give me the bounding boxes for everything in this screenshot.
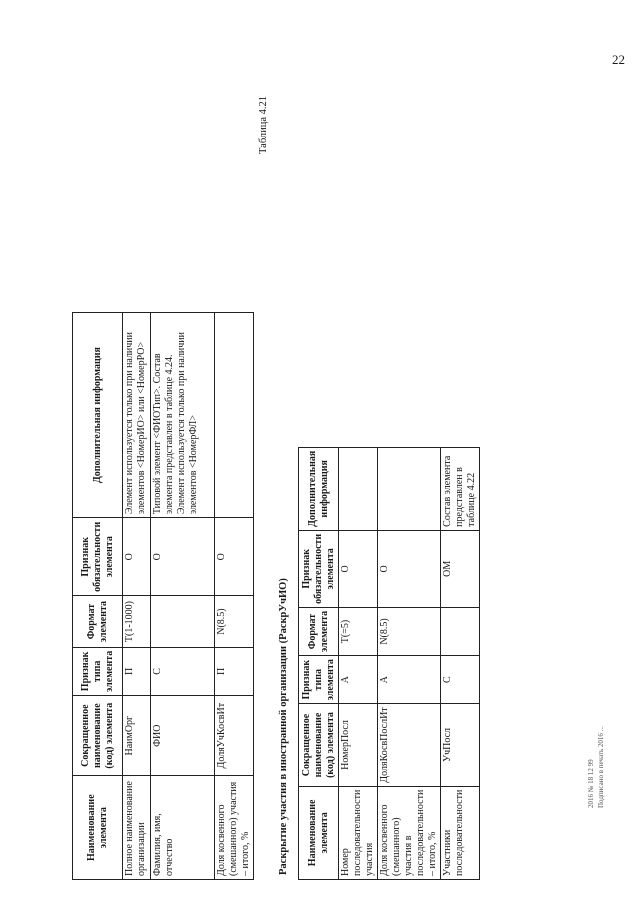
table-cell: Типовой элемент <ФИОТип>. Состав элемента представлен в таблице 4.24. Элемент используется только при наличии элементов <НомерФЛ> [151,313,215,518]
table-cell: С [441,656,480,704]
table-header-row [299,447,339,879]
table-cell: О [123,518,151,596]
table-cell: T(=5) [339,607,378,655]
table-cell: УчПосл [441,704,480,786]
table-cell: T(1-1000) [123,596,151,647]
column-header: Дополнительная информация [73,313,123,518]
table-cell [215,313,254,518]
footer-line: Подписано в печать 2016 ... [597,726,605,808]
table-cell: Элемент используется только при наличии элементов <НомерИО> или <НомерРО> [123,313,151,518]
column-header: Сокращенное наименование (код) элемента [73,695,123,775]
table-cell [378,447,441,530]
footer-line: 2016 № 18 12 99 [587,759,595,808]
table-cell [151,596,215,647]
table-cell: П [123,647,151,695]
column-header: Признак обязательности элемента [73,518,123,596]
table-row [123,313,151,880]
table-label: Таблица 4.21 [258,95,269,154]
table-cell: Доля косвенного (смешанного) участия в последовательности – итого, % [378,786,441,879]
table-header-row [73,313,123,880]
column-header: Дополнительная информация [299,447,339,530]
table-row [378,447,441,879]
table-cell: О [151,518,215,596]
table-cell: Номер последовательности участия [339,786,378,879]
column-header: Формат элемента [73,596,123,647]
column-header: Признак типа элемента [299,656,339,704]
table-cell: НомерПосл [339,704,378,786]
column-header: Наименование элемента [299,786,339,879]
column-header: Признак обязательности элемента [299,530,339,607]
table-title: Раскрытие участия в иностранной организации (РаскрУчИО) [278,578,289,875]
column-header: Наименование элемента [73,776,123,880]
table-cell: А [339,656,378,704]
column-header: Формат элемента [299,607,339,655]
column-header: Признак типа элемента [73,647,123,695]
table-cell: О [339,530,378,607]
table-cell: Состав элемента представлен в таблице 4.22 [441,447,480,530]
table-cell: А [378,656,441,704]
table-cell: Фамилия, имя, отчество [151,776,215,880]
table-cell: N(8.5) [215,596,254,647]
table-cell: Доля косвенного (смешанного) участия – итого, % [215,776,254,880]
table-row [441,447,480,879]
table-cell: С [151,647,215,695]
table-row [339,447,378,879]
table-cell [339,447,378,530]
table-cell: ДоляУчКосвИт [215,695,254,775]
table-cell: ФИО [151,695,215,775]
table-cell: Полное наименование организации [123,776,151,880]
table-cell: О [378,530,441,607]
table-row [151,313,215,880]
table-cell: ДоляКосвПослИт [378,704,441,786]
table-cell: НаимОрг [123,695,151,775]
footer-imprint [583,690,619,815]
column-header: Сокращенное наименование (код) элемента [299,704,339,786]
table-cell: П [215,647,254,695]
table-cell: О [215,518,254,596]
table-cell: N(8.5) [378,607,441,655]
page-number: 22 [612,52,625,67]
table-cell: ОМ [441,530,480,607]
table-cell [441,607,480,655]
table-row [215,313,254,880]
table-cell: Участники последовательности [441,786,480,879]
table-4-21 [298,447,480,880]
table-continued [72,312,254,880]
